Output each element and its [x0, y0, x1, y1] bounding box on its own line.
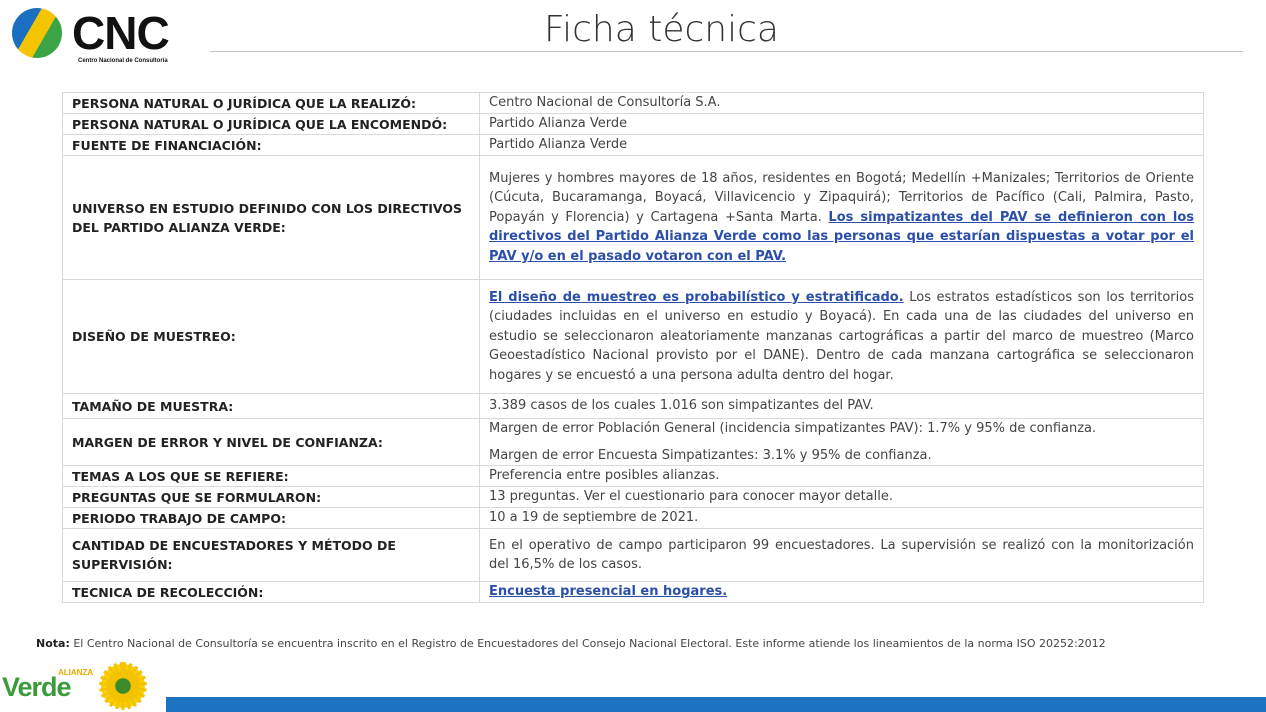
row-value: Partido Alianza Verde — [480, 135, 1204, 156]
alianza-verde-logo — [2, 660, 152, 712]
table-row — [63, 529, 1204, 582]
row-label: PERSONA NATURAL O JURÍDICA QUE LA ENCOMENDÓ: — [63, 114, 480, 135]
table-row — [63, 114, 1204, 135]
sunflower-icon — [101, 664, 145, 708]
footnote-text: El Centro Nacional de Consultoría se encuentra inscrito en el Registro de Encuestadores del Consejo Nacional Electoral. Este informe atiende los lineamientos de la norma ISO 20252:2012 — [69, 637, 1106, 650]
row-value — [480, 280, 1204, 394]
alianza-label: ALIANZA — [58, 668, 94, 677]
row-value: 10 a 19 de septiembre de 2021. — [480, 508, 1204, 529]
page-title: Ficha técnica — [544, 9, 779, 50]
cnc-logo-subtitle: Centro Nacional de Consultoría — [78, 58, 168, 64]
row-label: TECNICA DE RECOLECCIÓN: — [63, 582, 480, 603]
footnote-label: Nota: — [36, 637, 70, 650]
row-value — [480, 582, 1204, 603]
verde-label: Verde — [2, 672, 71, 702]
footer-bar — [166, 697, 1266, 712]
row-value: 13 preguntas. Ver el cuestionario para conocer mayor detalle. — [480, 487, 1204, 508]
error-margin-sympathizers: Margen de error Encuesta Simpatizantes: 3.1% y 95% de confianza. — [489, 447, 932, 463]
cnc-logo-mark — [12, 8, 62, 58]
row-label: PREGUNTAS QUE SE FORMULARON: — [63, 487, 480, 508]
collection-technique-link[interactable]: Encuesta presencial en hogares. — [489, 584, 728, 600]
universe-link[interactable]: Los simpatizantes del PAV se definieron con los directivos del Partido Alianza Verde como las personas que estarían dispuestas a votar por el PAV y/o en el pasado votaron con el PAV. — [489, 209, 1194, 264]
row-label: CANTIDAD DE ENCUESTADORES Y MÉTODO DE SUPERVISIÓN: — [63, 529, 480, 582]
table-row — [63, 280, 1204, 394]
table-row — [63, 582, 1204, 603]
footnote — [36, 636, 1146, 651]
table-row — [63, 93, 1204, 114]
row-label: TEMAS A LOS QUE SE REFIERE: — [63, 466, 480, 487]
row-value: 3.389 casos de los cuales 1.016 son simpatizantes del PAV. — [480, 394, 1204, 419]
row-value — [480, 419, 1204, 466]
table-row — [63, 135, 1204, 156]
cnc-logo-text: CNC — [72, 7, 169, 59]
row-value: Partido Alianza Verde — [480, 114, 1204, 135]
row-label: DISEÑO DE MUESTREO: — [63, 280, 480, 394]
table-row — [63, 508, 1204, 529]
row-value: Centro Nacional de Consultoría S.A. — [480, 93, 1204, 114]
error-margin-general: Margen de error Población General (incidencia simpatizantes PAV): 1.7% y 95% de confianza. — [489, 421, 1097, 436]
row-value: En el operativo de campo participaron 99 encuestadores. La supervisión se realizó con la monitorización del 16,5% de los casos. — [480, 529, 1204, 582]
row-label: PERIODO TRABAJO DE CAMPO: — [63, 508, 480, 529]
row-value — [480, 156, 1204, 280]
row-label: MARGEN DE ERROR Y NIVEL DE CONFIANZA: — [63, 419, 480, 466]
universe-text: Mujeres y hombres mayores de 18 años, residentes en Bogotá; Medellín +Manizales; Territorios de Oriente (Cúcuta, Bucaramanga, Boyacá, Villavicencio y Zipaquirá); Territorios de Pacífico (Cali, Palmira, Pasto, Popayán y Florencia) y Cartagena +Santa Marta. — [489, 170, 1194, 225]
sampling-design-text: Los estratos estadísticos son los territorios (ciudades incluidas en el universo en estudio y Boyacá). En cada una de las ciudades del universo en estudio se seleccionaron aleatoriamente manzanas cartográficas a partir del marco de muestreo (Marco Geoestadístico Nacional provisto por el DANE). Dentro de cada manzana cartográfica se seleccionaron hogares y se encuestó a una persona adulta dentro del hogar. — [489, 289, 1194, 383]
table-row — [63, 419, 1204, 466]
sampling-design-link[interactable]: El diseño de muestreo es probabilístico y estratificado. — [489, 289, 904, 305]
cnc-logo — [12, 8, 182, 68]
table-row — [63, 394, 1204, 419]
row-label: TAMAÑO DE MUESTRA: — [63, 394, 480, 419]
row-label: PERSONA NATURAL O JURÍDICA QUE LA REALIZÓ: — [63, 93, 480, 114]
technical-sheet-table — [62, 92, 1204, 603]
table-row — [63, 156, 1204, 280]
table-row — [63, 487, 1204, 508]
table-row — [63, 466, 1204, 487]
row-label: FUENTE DE FINANCIACIÓN: — [63, 135, 480, 156]
row-label: UNIVERSO EN ESTUDIO DEFINIDO CON LOS DIRECTIVOS DEL PARTIDO ALIANZA VERDE: — [63, 156, 480, 280]
row-value: Preferencia entre posibles alianzas. — [480, 466, 1204, 487]
title-divider — [210, 51, 1243, 52]
